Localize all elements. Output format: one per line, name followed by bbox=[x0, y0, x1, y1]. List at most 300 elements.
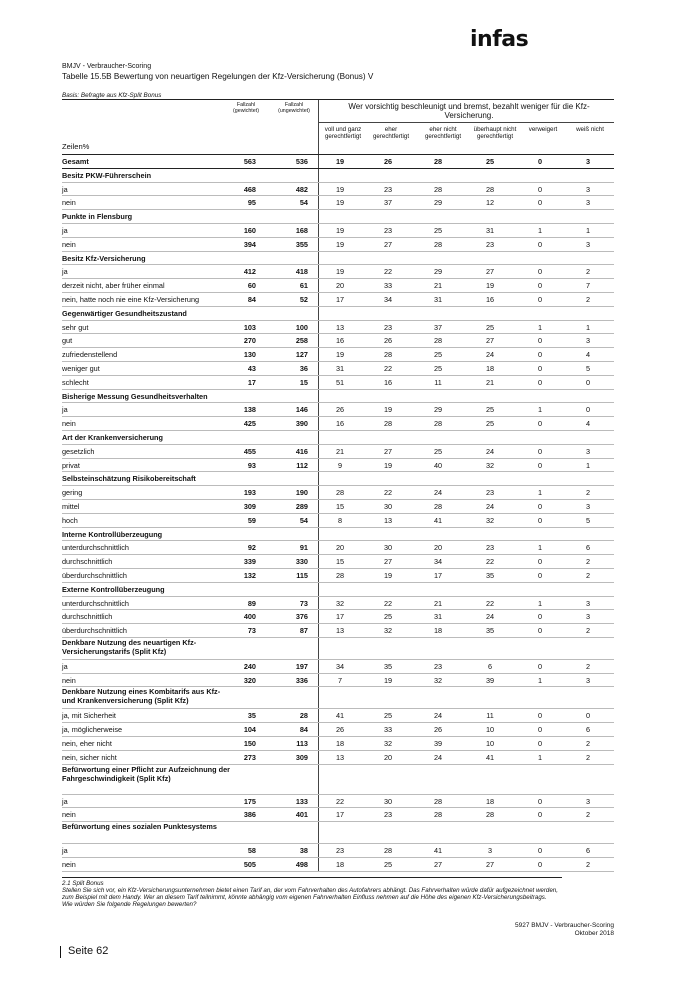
fallzahl-gewichtet: 563 bbox=[243, 157, 256, 166]
fallzahl-ungewichtet: 498 bbox=[295, 860, 308, 870]
fallzahl-ungewichtet: 73 bbox=[299, 598, 308, 608]
row-label: überdurchschnittlich bbox=[62, 626, 127, 636]
percent-cell: 2 bbox=[585, 626, 591, 636]
percent-cell: 25 bbox=[433, 446, 443, 456]
table-row bbox=[62, 844, 614, 858]
percent-cell: 37 bbox=[433, 322, 443, 332]
percent-cell: 18 bbox=[335, 860, 345, 870]
report-reference bbox=[515, 922, 614, 938]
percent-cell: 3 bbox=[585, 796, 591, 806]
fallzahl-ungewichtet: 401 bbox=[295, 810, 308, 820]
footnote-split: 2.1 Split Bonus bbox=[62, 880, 104, 887]
percent-cell: 1 bbox=[537, 675, 543, 685]
percent-cell: 23 bbox=[433, 661, 443, 671]
fallzahl-gewichtet: 43 bbox=[247, 363, 256, 373]
col-ueberhaupt-nicht: überhaupt nicht gerechtfertigt bbox=[473, 126, 517, 140]
percent-cell: 3 bbox=[585, 198, 591, 208]
percent-cell: 19 bbox=[383, 570, 393, 580]
table-row bbox=[62, 624, 614, 638]
percent-cell: 28 bbox=[433, 501, 443, 511]
percent-cell: 25 bbox=[433, 363, 443, 373]
percent-cell: 19 bbox=[335, 350, 345, 360]
percent-cell: 26 bbox=[335, 725, 345, 735]
percent-cell: 1 bbox=[537, 543, 543, 553]
fallzahl-gewichtet: 35 bbox=[247, 711, 256, 721]
fallzahl-gewichtet: 92 bbox=[247, 543, 256, 553]
percent-cell: 30 bbox=[383, 543, 393, 553]
percent-cell: 0 bbox=[537, 281, 543, 291]
percent-cell: 0 bbox=[537, 725, 543, 735]
percent-cell: 3 bbox=[585, 612, 591, 622]
percent-cell: 25 bbox=[433, 225, 443, 235]
percent-cell: 0 bbox=[585, 711, 591, 721]
row-label: privat bbox=[62, 460, 80, 470]
percent-cell: 24 bbox=[433, 711, 443, 721]
fallzahl-ungewichtet: 146 bbox=[295, 405, 308, 415]
percent-cell: 23 bbox=[335, 846, 345, 856]
table-row bbox=[62, 486, 614, 500]
percent-cell: 0 bbox=[537, 739, 543, 749]
fallzahl-gewichtet: 400 bbox=[243, 612, 256, 622]
row-label: sehr gut bbox=[62, 322, 89, 332]
percent-cell: 2 bbox=[585, 860, 591, 870]
percent-cell: 28 bbox=[485, 184, 495, 194]
percent-cell: 21 bbox=[335, 446, 345, 456]
fallzahl-gewichtet: 104 bbox=[243, 725, 256, 735]
percent-cell: 1 bbox=[585, 225, 591, 235]
section-row bbox=[62, 528, 614, 542]
percent-cell: 0 bbox=[537, 661, 543, 671]
percent-cell: 25 bbox=[383, 860, 393, 870]
percent-cell: 0 bbox=[537, 157, 543, 166]
percent-cell: 16 bbox=[383, 377, 393, 387]
table-row bbox=[62, 610, 614, 624]
percent-cell: 22 bbox=[383, 363, 393, 373]
percent-cell: 2 bbox=[585, 752, 591, 762]
percent-cell: 17 bbox=[335, 810, 345, 820]
percent-cell: 0 bbox=[537, 294, 543, 304]
percent-cell: 0 bbox=[537, 336, 543, 346]
percent-cell: 39 bbox=[485, 675, 495, 685]
percent-cell: 16 bbox=[335, 336, 345, 346]
percent-cell: 32 bbox=[335, 598, 345, 608]
percent-cell: 40 bbox=[433, 460, 443, 470]
percent-cell: 2 bbox=[585, 739, 591, 749]
row-label: unterdurchschnittlich bbox=[62, 543, 129, 553]
percent-cell: 27 bbox=[485, 336, 495, 346]
col-verweigert: verweigert bbox=[528, 126, 558, 133]
percent-cell: 25 bbox=[485, 419, 495, 429]
percent-cell: 19 bbox=[383, 675, 393, 685]
percent-cell: 24 bbox=[485, 501, 495, 511]
row-label: hoch bbox=[62, 515, 78, 525]
percent-cell: 15 bbox=[335, 557, 345, 567]
section-label: Besitz PKW-Führerschein bbox=[62, 170, 152, 180]
row-label: durchschnittlich bbox=[62, 612, 113, 622]
percent-cell: 4 bbox=[585, 350, 591, 360]
footnote-question: Wie würden Sie folgende Regelungen bewerten? bbox=[62, 901, 197, 909]
percent-cell: 3 bbox=[585, 675, 591, 685]
percent-cell: 24 bbox=[485, 446, 495, 456]
report-date: Oktober 2018 bbox=[574, 930, 614, 937]
percent-cell: 32 bbox=[433, 675, 443, 685]
percent-cell: 19 bbox=[335, 225, 345, 235]
percent-cell: 20 bbox=[383, 752, 393, 762]
percent-cell: 2 bbox=[585, 661, 591, 671]
percent-cell: 31 bbox=[433, 612, 443, 622]
percent-cell: 28 bbox=[433, 184, 443, 194]
percent-cell: 15 bbox=[335, 501, 345, 511]
fallzahl-ungewichtet: 418 bbox=[295, 267, 308, 277]
fallzahl-gewichtet: 89 bbox=[247, 598, 256, 608]
data-table bbox=[62, 154, 614, 872]
table-row bbox=[62, 597, 614, 611]
percent-cell: 28 bbox=[433, 810, 443, 820]
percent-cell: 1 bbox=[537, 405, 543, 415]
percent-cell: 41 bbox=[485, 752, 495, 762]
percent-cell: 35 bbox=[485, 626, 495, 636]
percent-cell: 4 bbox=[585, 419, 591, 429]
table-row bbox=[62, 500, 614, 514]
fallzahl-gewichtet: 93 bbox=[247, 460, 256, 470]
percent-cell: 11 bbox=[434, 377, 442, 387]
table-row bbox=[62, 183, 614, 197]
section-label: Selbsteinschätzung Risikobereitschaft bbox=[62, 474, 196, 484]
table-header bbox=[62, 99, 614, 155]
section-label: Gegenwärtiger Gesundheitszustand bbox=[62, 308, 187, 318]
fallzahl-ungewichtet: 376 bbox=[295, 612, 308, 622]
percent-cell: 0 bbox=[537, 377, 543, 387]
percent-cell: 27 bbox=[383, 557, 393, 567]
percent-cell: 39 bbox=[433, 739, 443, 749]
section-label: Bisherige Messung Gesundheitsverhalten bbox=[62, 391, 208, 401]
percent-cell: 27 bbox=[485, 860, 495, 870]
percent-cell: 18 bbox=[485, 363, 495, 373]
percent-cell: 23 bbox=[383, 322, 393, 332]
fallzahl-gewichtet: 320 bbox=[243, 675, 256, 685]
fallzahl-ungewichtet: 115 bbox=[296, 570, 308, 580]
section-row bbox=[62, 687, 614, 709]
infas-logo: infas bbox=[470, 27, 529, 52]
row-label: nein, hatte noch nie eine Kfz-Versicherung bbox=[62, 294, 200, 304]
section-row bbox=[62, 169, 614, 183]
fallzahl-gewichtet: 160 bbox=[243, 225, 256, 235]
percent-cell: 3 bbox=[585, 184, 591, 194]
percent-cell: 25 bbox=[485, 405, 495, 415]
section-row bbox=[62, 210, 614, 224]
percent-cell: 22 bbox=[335, 796, 345, 806]
percent-cell: 0 bbox=[537, 198, 543, 208]
table-row bbox=[62, 362, 614, 376]
percent-cell: 25 bbox=[433, 350, 443, 360]
table-row bbox=[62, 795, 614, 809]
col-weiss-nicht: weiß nicht bbox=[576, 126, 604, 133]
fallzahl-gewichtet: 130 bbox=[243, 350, 256, 360]
question-header: Wer vorsichtig beschleunigt und bremst, bezahlt weniger für die Kfz-Versicherung. bbox=[348, 102, 590, 120]
percent-cell: 22 bbox=[485, 598, 495, 608]
table-row bbox=[62, 660, 614, 674]
page-number: Seite 62 bbox=[68, 945, 109, 957]
footnote bbox=[62, 877, 562, 908]
percent-cell: 3 bbox=[585, 501, 591, 511]
percent-cell: 18 bbox=[485, 796, 495, 806]
percent-cell: 21 bbox=[485, 377, 495, 387]
percent-cell: 0 bbox=[537, 184, 543, 194]
percent-cell: 17 bbox=[335, 294, 345, 304]
fallzahl-ungewichtet: 100 bbox=[295, 322, 308, 332]
percent-cell: 28 bbox=[335, 570, 345, 580]
percent-cell: 28 bbox=[485, 810, 495, 820]
percent-cell: 5 bbox=[585, 515, 591, 525]
percent-cell: 0 bbox=[537, 711, 543, 721]
percent-cell: 0 bbox=[585, 377, 591, 387]
row-label: weniger gut bbox=[62, 363, 100, 373]
table-row bbox=[62, 293, 614, 307]
table-row bbox=[62, 445, 614, 459]
fallzahl-ungewichtet: 197 bbox=[295, 661, 308, 671]
row-label: ja bbox=[62, 846, 68, 856]
fallzahl-gewichtet: 505 bbox=[243, 860, 256, 870]
percent-cell: 1 bbox=[585, 322, 591, 332]
percent-cell: 2 bbox=[585, 570, 591, 580]
percent-cell: 21 bbox=[433, 281, 443, 291]
percent-cell: 18 bbox=[433, 626, 443, 636]
percent-cell: 23 bbox=[485, 543, 495, 553]
table-row bbox=[62, 808, 614, 822]
fallzahl-gewichtet: 95 bbox=[247, 198, 256, 208]
percent-cell: 26 bbox=[383, 157, 393, 166]
percent-cell: 29 bbox=[433, 405, 443, 415]
percent-cell: 32 bbox=[485, 515, 495, 525]
fallzahl-ungewichtet: 168 bbox=[295, 225, 308, 235]
percent-cell: 31 bbox=[485, 225, 495, 235]
percent-cell: 6 bbox=[487, 661, 493, 671]
table-row bbox=[62, 709, 614, 723]
fallzahl-gewichtet: 175 bbox=[243, 796, 256, 806]
percent-cell: 2 bbox=[585, 294, 591, 304]
percent-cell: 33 bbox=[383, 725, 393, 735]
fallzahl-gewichtet: 386 bbox=[243, 810, 256, 820]
percent-cell: 41 bbox=[335, 711, 345, 721]
percent-cell: 25 bbox=[485, 322, 495, 332]
fallzahl-gewichtet: 58 bbox=[247, 846, 256, 856]
percent-cell: 19 bbox=[335, 184, 345, 194]
percent-cell: 22 bbox=[383, 267, 393, 277]
percent-cell: 3 bbox=[487, 846, 493, 856]
percent-cell: 24 bbox=[433, 752, 443, 762]
percent-cell: 0 bbox=[585, 405, 591, 415]
percent-cell: 1 bbox=[537, 322, 543, 332]
percent-cell: 19 bbox=[383, 460, 393, 470]
row-label: durchschnittlich bbox=[62, 557, 113, 567]
percent-cell: 12 bbox=[485, 198, 495, 208]
fallzahl-gewichtet: 240 bbox=[243, 661, 256, 671]
row-label: gut bbox=[62, 336, 73, 346]
percent-cell: 51 bbox=[335, 377, 345, 387]
percent-cell: 0 bbox=[537, 501, 543, 511]
percent-cell: 0 bbox=[537, 460, 543, 470]
fallzahl-gewichtet: 193 bbox=[243, 488, 256, 498]
percent-cell: 19 bbox=[383, 405, 393, 415]
row-label: gesetzlich bbox=[62, 446, 95, 456]
row-label: mittel bbox=[62, 501, 80, 511]
fallzahl-ungewichtet: 355 bbox=[295, 239, 308, 249]
percent-cell: 28 bbox=[383, 846, 393, 856]
fallzahl-ungewichtet: 87 bbox=[299, 626, 308, 636]
fallzahl-gewichtet: 425 bbox=[243, 419, 256, 429]
percent-cell: 27 bbox=[485, 267, 495, 277]
section-row bbox=[62, 307, 614, 321]
percent-cell: 1 bbox=[537, 225, 543, 235]
row-label: ja, mit Sicherheit bbox=[62, 711, 116, 721]
fallzahl-ungewichtet: 36 bbox=[299, 363, 308, 373]
percent-cell: 11 bbox=[486, 711, 494, 721]
percent-cell: 1 bbox=[537, 598, 543, 608]
fallzahl-ungewichtet: 258 bbox=[295, 336, 308, 346]
table-row bbox=[62, 674, 614, 688]
percent-cell: 34 bbox=[335, 661, 345, 671]
percent-cell: 6 bbox=[585, 846, 591, 856]
percent-cell: 20 bbox=[335, 281, 345, 291]
percent-cell: 0 bbox=[537, 267, 543, 277]
section-label: Denkbare Nutzung des neuartigen Kfz-Versicherungstarifs (Split Kfz) bbox=[62, 637, 197, 656]
percent-cell: 32 bbox=[485, 460, 495, 470]
percent-cell: 24 bbox=[485, 612, 495, 622]
percent-cell: 30 bbox=[383, 501, 393, 511]
fallzahl-ungewichtet: 84 bbox=[299, 725, 308, 735]
row-label: nein bbox=[62, 198, 76, 208]
percent-cell: 18 bbox=[335, 739, 345, 749]
fallzahl-gewichtet: 455 bbox=[243, 446, 256, 456]
row-label: ja bbox=[62, 184, 68, 194]
percent-cell: 28 bbox=[433, 239, 443, 249]
percent-cell: 0 bbox=[537, 557, 543, 567]
percent-cell: 19 bbox=[485, 281, 495, 291]
table-row bbox=[62, 723, 614, 737]
table-row bbox=[62, 265, 614, 279]
percent-cell: 26 bbox=[383, 336, 393, 346]
percent-cell: 2 bbox=[585, 810, 591, 820]
fallzahl-gewichtet: 59 bbox=[247, 515, 256, 525]
table-row bbox=[62, 459, 614, 473]
percent-cell: 22 bbox=[485, 557, 495, 567]
fallzahl-ungewichtet: 390 bbox=[295, 419, 308, 429]
percent-cell: 28 bbox=[335, 488, 345, 498]
row-label: überdurchschnittlich bbox=[62, 570, 127, 580]
percent-cell: 13 bbox=[335, 626, 345, 636]
fallzahl-gewichtet: 132 bbox=[243, 570, 256, 580]
percent-cell: 23 bbox=[383, 225, 393, 235]
fallzahl-gewichtet: 270 bbox=[243, 336, 256, 346]
percent-cell: 7 bbox=[337, 675, 343, 685]
row-label: Gesamt bbox=[62, 157, 89, 166]
percent-cell: 28 bbox=[383, 419, 393, 429]
col-eher: eher gerechtfertigt bbox=[372, 126, 410, 140]
percent-cell: 26 bbox=[335, 405, 345, 415]
fallzahl-ungewichtet: 54 bbox=[299, 515, 308, 525]
percent-cell: 41 bbox=[433, 846, 443, 856]
fallzahl-ungewichtet: 536 bbox=[295, 157, 308, 166]
row-label: nein bbox=[62, 419, 76, 429]
fallzahl-gewichtet: 394 bbox=[243, 239, 256, 249]
fallzahl-ungewichtet: 38 bbox=[299, 846, 308, 856]
section-row bbox=[62, 431, 614, 445]
row-label: ja bbox=[62, 796, 68, 806]
percent-cell: 2 bbox=[585, 488, 591, 498]
total-row bbox=[62, 154, 614, 169]
fallzahl-ungewichtet: 28 bbox=[299, 711, 308, 721]
fallzahl-ungewichtet: 61 bbox=[299, 281, 308, 291]
page-marker bbox=[60, 946, 61, 958]
table-row bbox=[62, 279, 614, 293]
percent-cell: 24 bbox=[485, 350, 495, 360]
report-org: BMJV - Verbraucher-Scoring bbox=[62, 63, 152, 70]
fallzahl-ungewichtet: 15 bbox=[299, 377, 308, 387]
percent-cell: 17 bbox=[433, 570, 443, 580]
fallzahl-gewichtet: 468 bbox=[243, 184, 256, 194]
fallzahl-ungewichtet: 416 bbox=[295, 446, 308, 456]
table-row bbox=[62, 569, 614, 583]
section-row bbox=[62, 472, 614, 486]
percent-cell: 31 bbox=[335, 363, 345, 373]
percent-cell: 0 bbox=[537, 626, 543, 636]
percent-cell: 0 bbox=[537, 515, 543, 525]
fallzahl-ungewichtet: 133 bbox=[295, 796, 308, 806]
fallzahl-gewichtet: 17 bbox=[247, 377, 256, 387]
table-row bbox=[62, 555, 614, 569]
row-label: ja, möglicherweise bbox=[62, 725, 123, 735]
row-label: ja bbox=[62, 267, 68, 277]
percent-cell: 31 bbox=[433, 294, 443, 304]
percent-cell: 30 bbox=[383, 796, 393, 806]
percent-cell: 26 bbox=[433, 725, 443, 735]
percent-cell: 19 bbox=[335, 239, 345, 249]
percent-cell: 3 bbox=[585, 239, 591, 249]
percent-cell: 10 bbox=[485, 725, 495, 735]
table-row bbox=[62, 417, 614, 431]
percent-cell: 20 bbox=[335, 543, 345, 553]
fallzahl-ungewichtet: 482 bbox=[295, 184, 308, 194]
fallzahl-ungewichtet: 54 bbox=[299, 198, 308, 208]
fallzahl-gewichtet: 103 bbox=[243, 322, 256, 332]
row-label: zufriedenstellend bbox=[62, 350, 118, 360]
percent-cell: 27 bbox=[383, 446, 393, 456]
percent-cell: 17 bbox=[335, 612, 345, 622]
fallzahl-gewichtet: 339 bbox=[243, 557, 256, 567]
fallzahl-gewichtet: 150 bbox=[243, 739, 256, 749]
percent-cell: 32 bbox=[383, 739, 393, 749]
percent-cell: 27 bbox=[383, 239, 393, 249]
percent-cell: 1 bbox=[537, 752, 543, 762]
percent-cell: 29 bbox=[433, 198, 443, 208]
section-row bbox=[62, 765, 614, 795]
table-row bbox=[62, 751, 614, 765]
table-row bbox=[62, 376, 614, 390]
col-fallzahl-ungewichtet: Fallzahl (ungewichtet) bbox=[278, 102, 310, 114]
percent-cell: 3 bbox=[585, 157, 591, 166]
section-label: Externe Kontrollüberzeugung bbox=[62, 584, 165, 594]
percent-cell: 32 bbox=[383, 626, 393, 636]
table-row bbox=[62, 541, 614, 555]
percent-cell: 5 bbox=[585, 363, 591, 373]
row-label: nein bbox=[62, 239, 76, 249]
percent-cell: 9 bbox=[337, 460, 343, 470]
fallzahl-gewichtet: 273 bbox=[243, 752, 256, 762]
report-ref: 5927 BMJV - Verbraucher-Scoring bbox=[515, 922, 614, 929]
fallzahl-gewichtet: 309 bbox=[243, 501, 256, 511]
percent-cell: 27 bbox=[433, 860, 443, 870]
percent-cell: 0 bbox=[537, 570, 543, 580]
